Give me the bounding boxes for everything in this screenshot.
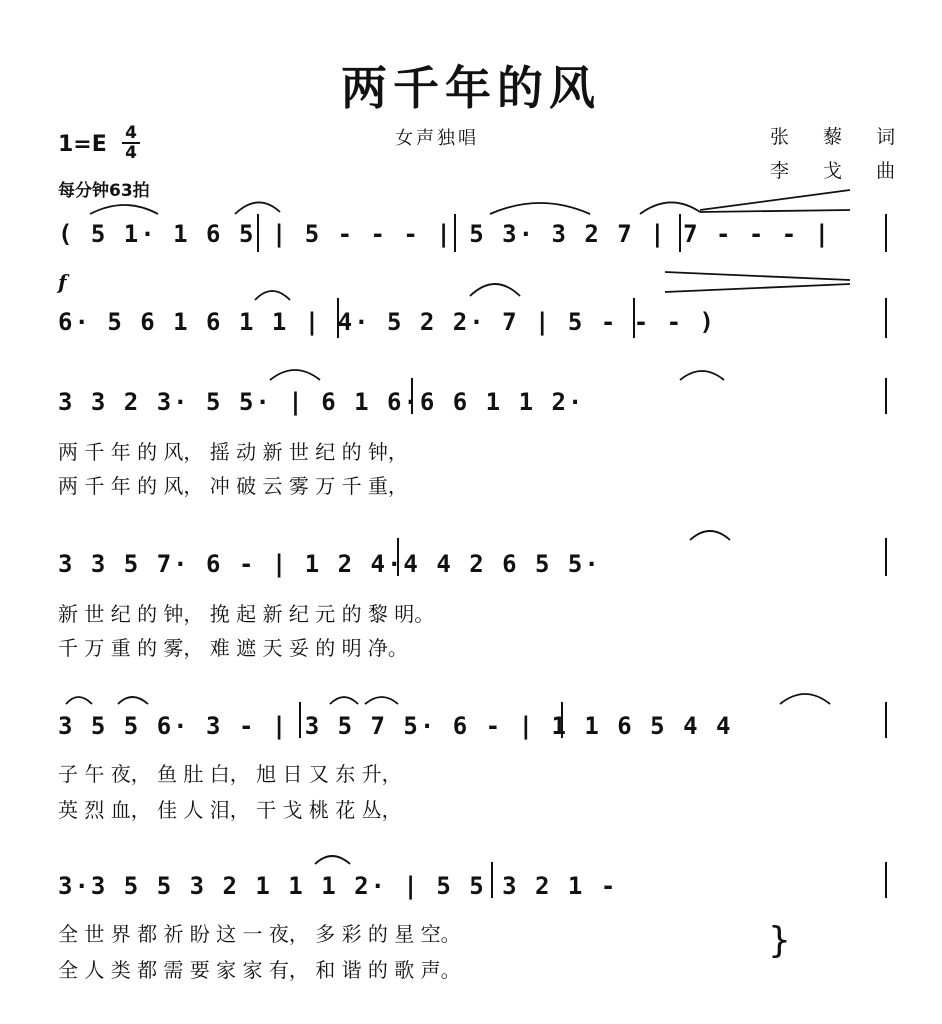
slur-mark — [470, 284, 520, 296]
notation-line-4: 3 3 5 7· 6 - | 1 2 4·4 4 2 6 5 5· — [58, 550, 601, 578]
crescendo-mark — [700, 190, 850, 212]
slur-mark — [490, 203, 590, 214]
lyric-line-6a: 全 世 界 都 祈 盼 这 一 夜， 多 彩 的 星 空。 — [58, 922, 461, 946]
slur-mark — [365, 697, 398, 704]
composer-credit: 李 戈 曲 — [770, 160, 910, 182]
song-title: 两千年的风 — [341, 61, 601, 115]
key-signature: 1=E — [58, 132, 107, 157]
lyric-line-4b: 千 万 重 的 雾， 难 遮 天 妥 的 明 净。 — [58, 636, 408, 660]
notation-line-6: 3·3 5 5 3 2 1 1 1 2· | 5 5 3 2 1 - — [58, 872, 618, 900]
slur-mark — [690, 531, 730, 540]
lyric-line-5a: 子 午 夜， 鱼 肚 白， 旭 日 又 东 升， — [58, 762, 402, 786]
time-signature-bottom: 4 — [125, 143, 137, 163]
lyric-line-3b: 两 千 年 的 风， 冲 破 云 雾 万 千 重， — [58, 474, 408, 498]
performance-type: 女声独唱 — [395, 128, 479, 149]
slur-mark — [90, 205, 158, 214]
slur-mark — [66, 697, 92, 704]
slur-mark — [330, 697, 358, 704]
slur-mark — [270, 370, 320, 380]
lyric-line-4a: 新 世 纪 的 钟， 挽 起 新 纪 元 的 黎 明。 — [58, 602, 435, 626]
notation-line-3: 3 3 2 3· 5 5· | 6 1 6·6 6 1 1 2· — [58, 388, 585, 416]
lyric-line-5b: 英 烈 血， 佳 人 泪， 干 戈 桃 花 丛， — [58, 798, 402, 822]
dynamic-marking: f — [58, 270, 67, 294]
time-signature-top: 4 — [125, 123, 137, 143]
verse-brace: } — [768, 920, 791, 961]
slur-mark — [680, 371, 724, 380]
slur-mark — [315, 856, 350, 864]
decrescendo-mark — [665, 272, 850, 292]
notation-line-2: 6· 5 6 1 6 1 1 | 4· 5 2 2· 7 | 5 - - - ) — [58, 308, 716, 336]
notation-line-5: 3 5 5 6· 3 - | 3 5 7 5· 6 - | 1 1 6 5 4 4 — [58, 712, 733, 740]
slur-mark — [118, 697, 148, 704]
slur-mark — [640, 202, 700, 214]
tempo-marking: 每分钟63拍 — [58, 181, 150, 201]
slur-mark — [780, 694, 830, 704]
lyricist-credit: 张 藜 词 — [770, 126, 910, 148]
lyric-line-6b: 全 人 类 都 需 要 家 家 有， 和 谐 的 歌 声。 — [58, 958, 461, 982]
notation-line-1: ( 5 1· 1 6 5 | 5 - - - | 5 3· 3 2 7 | 7 - - - | — [58, 220, 832, 248]
slur-mark — [235, 202, 280, 214]
lyric-line-3a: 两 千 年 的 风， 摇 动 新 世 纪 的 钟， — [58, 440, 408, 464]
slur-mark — [255, 291, 290, 300]
